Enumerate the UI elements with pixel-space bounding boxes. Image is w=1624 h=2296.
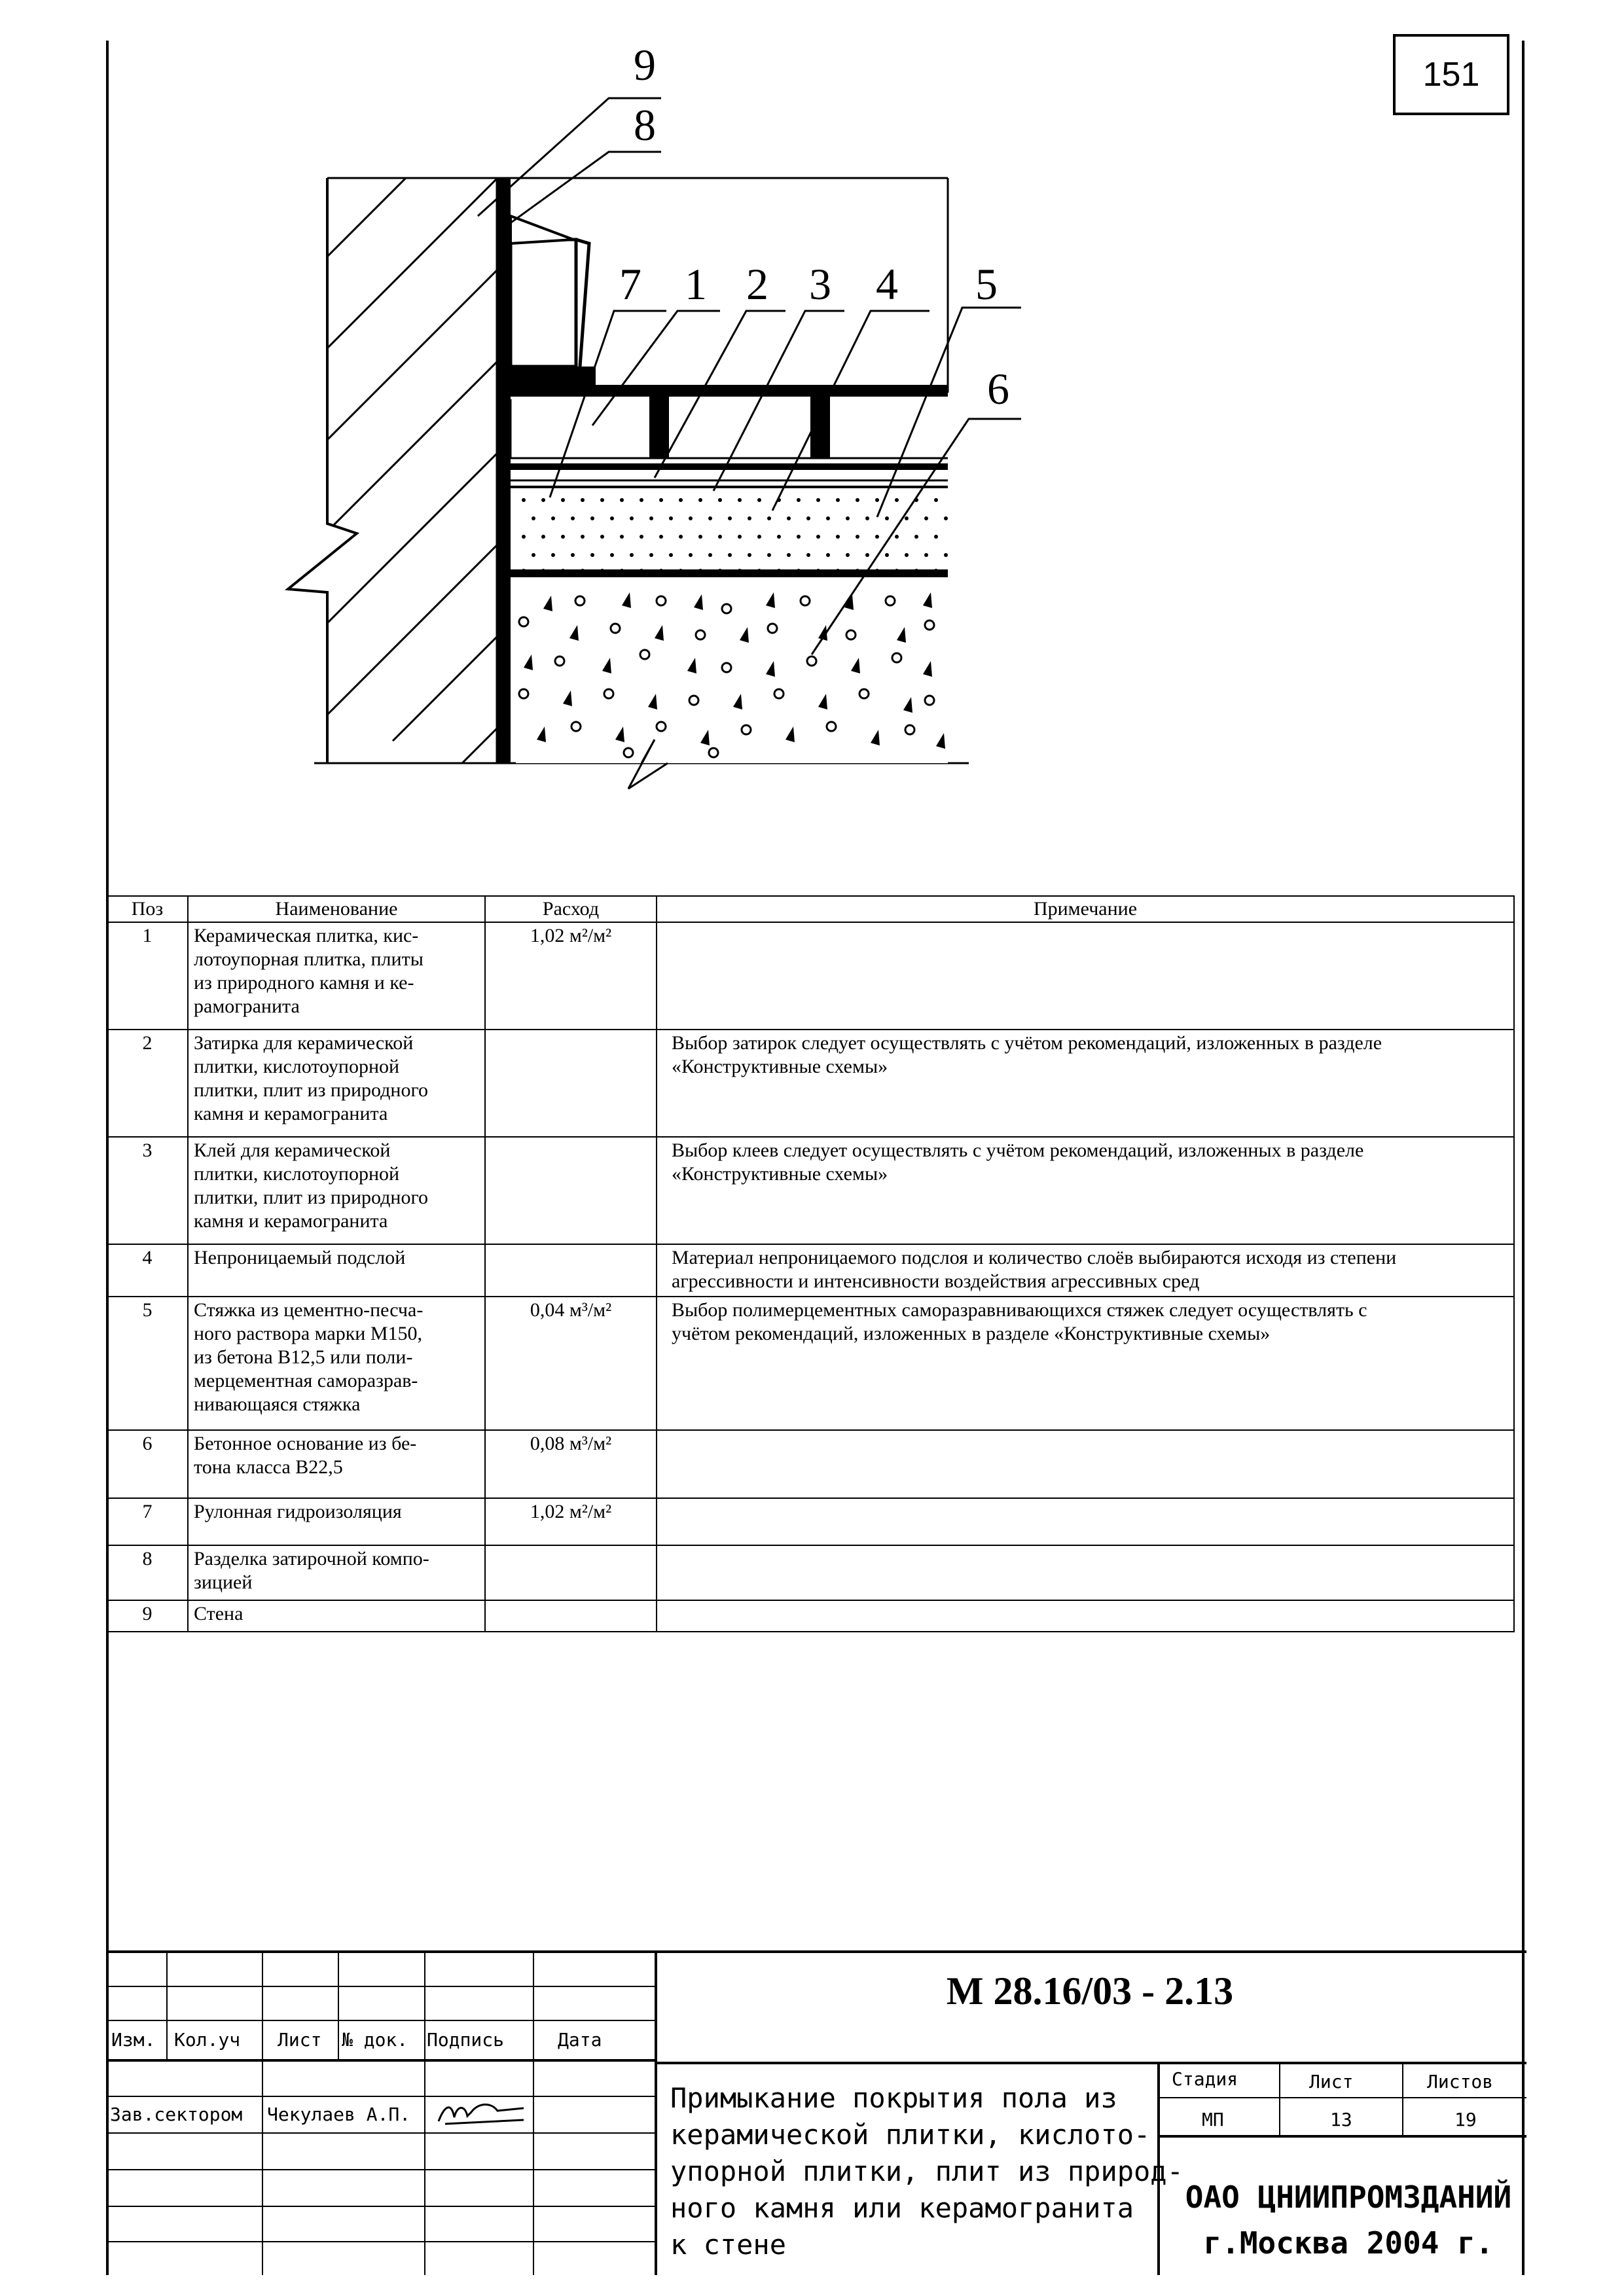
- note-line: Выбор клеев следует осуществлять с учётом рекомендаций, изложенных в разделе: [672, 1139, 1364, 1161]
- wall-outline: [288, 178, 357, 763]
- rev-header-kol-uch: Кол.уч: [174, 2029, 241, 2051]
- callout-2: 2: [746, 259, 768, 309]
- cell-note: [657, 1545, 1514, 1600]
- cell-name: [188, 1244, 485, 1297]
- description-line: ного камня или керамогранита: [670, 2192, 1134, 2224]
- table-row: [107, 1030, 1514, 1137]
- note-line: Выбор полимерцементных саморазравнивающихся стяжек следует осуществлять с: [672, 1299, 1367, 1321]
- name-line: плитки, плит из природного: [194, 1079, 429, 1101]
- name-line: из природного камня и ке-: [194, 972, 414, 994]
- stage-block-bottom: [1157, 2135, 1526, 2138]
- name-line: плитки, плит из природного: [194, 1187, 429, 1208]
- callout-8: 8: [634, 100, 656, 150]
- sign-row-line: [106, 2169, 655, 2170]
- role-label: Зав.сектором: [110, 2104, 243, 2125]
- table-row: [107, 1137, 1514, 1244]
- name-line: Стена: [194, 1603, 244, 1624]
- cell-note: [657, 1297, 1514, 1430]
- cell-note: [657, 1600, 1514, 1632]
- sign-row-line: [106, 2096, 655, 2097]
- stage-value: МП: [1202, 2109, 1224, 2130]
- cell-pos: 6: [107, 1430, 188, 1498]
- name-line: Затирка для керамической: [194, 1032, 414, 1054]
- name-line: зицией: [194, 1571, 253, 1593]
- cell-qty: [485, 1545, 657, 1600]
- sheets-label: Листов: [1427, 2071, 1494, 2092]
- callout-6: 6: [987, 364, 1009, 414]
- description-line: к стене: [670, 2229, 787, 2261]
- cell-pos: 4: [107, 1244, 188, 1297]
- cell-pos: 8: [107, 1545, 188, 1600]
- cell-name: [188, 1297, 485, 1430]
- rev-row-line: [106, 2020, 655, 2021]
- cell-note: [657, 1244, 1514, 1297]
- document-code: М 28.16/03 - 2.13: [946, 1969, 1234, 2013]
- name-line: плитки, кислотоупорной: [194, 1163, 400, 1185]
- name-line: Рулонная гидроизоляция: [194, 1501, 402, 1522]
- name-line: Непроницаемый подслой: [194, 1247, 406, 1268]
- name-line: Стяжка из цементно-песча-: [194, 1299, 424, 1321]
- note-line: агрессивности и интенсивности воздействия агрессивных сред: [672, 1270, 1200, 1292]
- name-line: плитки, кислотоупорной: [194, 1056, 400, 1077]
- name-line: Клей для керамической: [194, 1139, 391, 1161]
- table-row: [107, 1430, 1514, 1498]
- rev-col-line: [262, 1950, 263, 2275]
- header-note: Примечание: [657, 896, 1514, 922]
- drawing-description: [670, 2080, 1183, 2263]
- signature: [432, 2098, 530, 2130]
- cell-pos: 2: [107, 1030, 188, 1137]
- sheet-label: Лист: [1309, 2071, 1354, 2092]
- rev-col-line: [338, 1950, 339, 2062]
- rev-header-bottom: [106, 2059, 655, 2062]
- waterproofing-horizontal: [511, 569, 948, 577]
- waterproofing-vertical: [497, 178, 511, 763]
- callout-1: 1: [685, 259, 707, 309]
- callout-9: 9: [634, 40, 656, 90]
- cell-name: [188, 1600, 485, 1632]
- cell-note: [657, 1430, 1514, 1498]
- stage-col-line: [1402, 2062, 1403, 2136]
- rev-header-podpis: Подпись: [427, 2029, 505, 2051]
- floor-wall-junction-drawing: [0, 0, 1624, 877]
- table-row: [107, 1297, 1514, 1430]
- callout-7: 7: [619, 259, 641, 309]
- rev-header-list: Лист: [278, 2029, 322, 2051]
- name-line: Керамическая плитка, кис-: [194, 925, 419, 946]
- screed-dots: [522, 498, 948, 573]
- note-line: «Конструктивные схемы»: [672, 1163, 888, 1185]
- city-year: г.Москва 2004 г.: [1203, 2225, 1494, 2261]
- rev-row-line: [106, 1986, 655, 1987]
- description-line: керамической плитки, кислото-: [670, 2119, 1151, 2151]
- cell-qty: [485, 1030, 657, 1137]
- cell-note: [657, 922, 1514, 1030]
- grout-joint: [649, 397, 669, 458]
- name-line: камня и керамогранита: [194, 1103, 388, 1124]
- stage-col-line: [1279, 2062, 1280, 2136]
- cell-qty: 1,02 м²/м²: [485, 922, 657, 1030]
- name-line: рамогранита: [194, 996, 300, 1017]
- name-line: мерцементная саморазрав-: [194, 1370, 418, 1391]
- note-line: Выбор затирок следует осуществлять с учётом рекомендаций, изложенных в разделе: [672, 1032, 1382, 1054]
- sign-row-line: [106, 2241, 655, 2242]
- name-line: Разделка затирочной компо-: [194, 1548, 429, 1570]
- table-row: [107, 1244, 1514, 1297]
- note-line: учётом рекомендаций, изложенных в разделе «Конструктивные схемы»: [672, 1323, 1271, 1344]
- title-block-top: [106, 1950, 1526, 1953]
- title-line: [655, 2062, 1526, 2064]
- name-line: нивающаяся стяжка: [194, 1393, 361, 1415]
- table-row: [107, 1545, 1514, 1600]
- organization-name: ОАО ЦНИИПРОМЗДАНИЙ: [1185, 2179, 1512, 2215]
- name-line: лотоупорная плитка, плиты: [194, 948, 424, 970]
- cell-qty: [485, 1244, 657, 1297]
- callout-3: 3: [809, 259, 831, 309]
- cell-pos: 5: [107, 1297, 188, 1430]
- rev-header-data: Дата: [558, 2029, 602, 2051]
- sheet-value: 13: [1330, 2109, 1352, 2130]
- note-line: Материал непроницаемого подслоя и количество слоёв выбираются исходя из степени: [672, 1247, 1397, 1268]
- cell-name: [188, 1430, 485, 1498]
- cell-pos: 3: [107, 1137, 188, 1244]
- grout-cut: [511, 216, 573, 243]
- table-row: [107, 1498, 1514, 1545]
- cell-pos: 7: [107, 1498, 188, 1545]
- cell-name: [188, 922, 485, 1030]
- table-row: [107, 1600, 1514, 1632]
- rev-col-line: [533, 1950, 534, 2275]
- cell-name: [188, 1545, 485, 1600]
- cell-name: [188, 1498, 485, 1545]
- cell-note: [657, 1030, 1514, 1137]
- note-line: «Конструктивные схемы»: [672, 1056, 888, 1077]
- callout-5: 5: [975, 259, 998, 309]
- waterproof-underlayer: [511, 463, 948, 470]
- stage-block-line: [1157, 2097, 1526, 2098]
- stage-label: Стадия: [1172, 2068, 1238, 2090]
- name-line: тона класса В22,5: [194, 1456, 343, 1478]
- callout-4: 4: [876, 259, 898, 309]
- rev-header-izm: Изм.: [111, 2029, 156, 2051]
- cell-name: [188, 1030, 485, 1137]
- cell-qty: 1,02 м²/м²: [485, 1498, 657, 1545]
- specification-table: [106, 895, 1515, 1632]
- rev-header-n-dok: № док.: [342, 2029, 408, 2051]
- cell-note: [657, 1137, 1514, 1244]
- person-name: Чекулаев А.П.: [267, 2104, 411, 2125]
- description-line: упорной плитки, плит из природ-: [670, 2155, 1183, 2187]
- rev-col-line: [166, 1950, 168, 2062]
- table-header-row: [107, 896, 1514, 922]
- table-row: [107, 922, 1514, 1030]
- sign-row-line: [106, 2206, 655, 2207]
- header-name: Наименование: [188, 896, 485, 922]
- description-line: Примыкание покрытия пола из: [670, 2082, 1117, 2114]
- cell-qty: [485, 1137, 657, 1244]
- name-line: Бетонное основание из бе-: [194, 1433, 417, 1454]
- sheet-number: 151: [1393, 34, 1509, 115]
- cell-qty: 0,08 м³/м²: [485, 1430, 657, 1498]
- name-line: камня и керамогранита: [194, 1210, 388, 1232]
- cell-name: [188, 1137, 485, 1244]
- header-qty: Расход: [485, 896, 657, 922]
- rev-col-line: [424, 1950, 425, 2275]
- cell-note: [657, 1498, 1514, 1545]
- cell-qty: 0,04 м³/м²: [485, 1297, 657, 1430]
- name-line: из бетона В12,5 или поли-: [194, 1346, 413, 1368]
- wall-hatch: [327, 165, 511, 767]
- cell-pos: 9: [107, 1600, 188, 1632]
- skirting-tile: [511, 240, 576, 367]
- sign-row-line: [106, 2132, 655, 2134]
- cell-pos: 1: [107, 922, 188, 1030]
- sheets-value: 19: [1454, 2109, 1477, 2130]
- name-line: ного раствора марки М150,: [194, 1323, 423, 1344]
- header-pos: Поз: [107, 896, 188, 922]
- cell-qty: [485, 1600, 657, 1632]
